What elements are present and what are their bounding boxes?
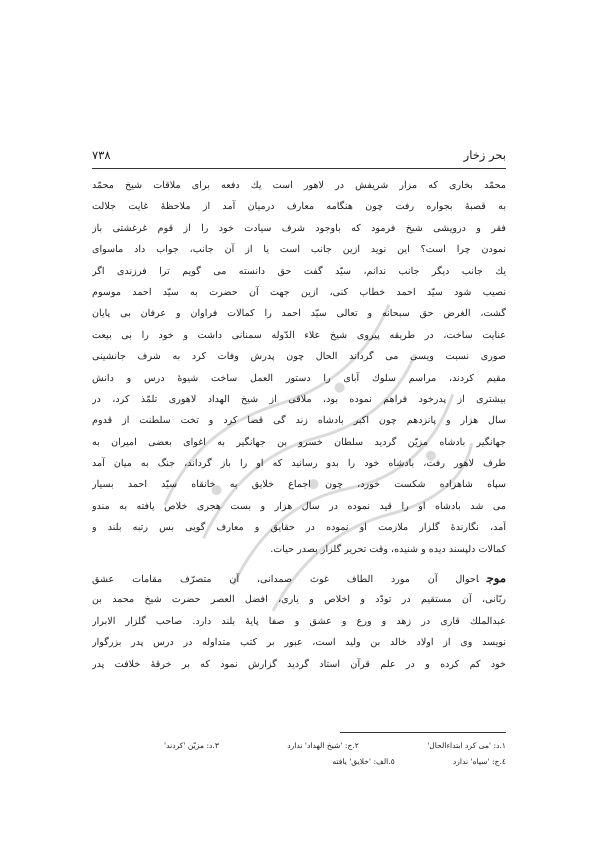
- text-line: نویسد وی از اولاد خالد بن ولید است، عبور بر کتب متداوله در درس پدر بزرگوار: [92, 637, 506, 649]
- footnote-1: ۱.د: 'می کرد ابتداءالحال': [427, 741, 506, 750]
- footnotes: [92, 738, 506, 770]
- text-line: فقر و درویشی شیخ فرمود که باوجود شرف سیادت خود را از قوم غرغشتی باز: [92, 222, 506, 234]
- text-line: سال هزار و پانزدهم چون اکبر بادشاه زند گی قضا کرد و تخت سلطنت از قدوم: [92, 415, 506, 427]
- footnote-3: ۳.د: مزیّن 'کردند': [164, 741, 219, 750]
- text-line: به قصبهٔ بجواره رفت چون هنگامه معارف درمیان آمد از ملاحظهٔ غایت جلالت: [92, 201, 506, 213]
- text-line: سپاه شاهزاده شکست خورد، چون اجماع خلایق به خانقاه سیّد احمد بسیار: [92, 479, 506, 491]
- footnote-5: ٥.الف: 'خلایق' یافته: [332, 757, 395, 766]
- paragraph-1: [92, 175, 506, 560]
- text-line: بیشتری از پدرخود فراهم نموده بود، ملاقی از شیخ الهداد لاهوری تلمّذ کرد، در: [92, 393, 506, 405]
- footnote-2: ۲.ج: 'شیخ الهداد' ندارد: [287, 741, 359, 750]
- text-line: می شد بادشاه او را قید نموده در سال هزار و بست هجری خلاص یافته به مندو: [92, 500, 506, 512]
- paragraph-2-first-line: احوال آن مورد الطاف غوث صمدانی، آن متصرّف مقامات عشق: [92, 574, 479, 586]
- main-text: [92, 175, 506, 675]
- footnote-divider: [340, 732, 506, 733]
- footnote-4: ٤.ج: 'سپاه' ندارد: [452, 757, 506, 766]
- header-divider: [92, 168, 506, 169]
- section-heading-mowj: موج: [486, 571, 506, 586]
- text-line: خود کم کرده و در علم قرآن استاد گردید گزارش نمود که بر خرقهٔ خلافت پدر: [92, 658, 506, 670]
- text-line: طرف لاهور رفت، بادشاه خود را بدو رسانید که او را باز گرداند، جنگ به میان آمد: [92, 458, 506, 470]
- text-line: محمّد بخاری که مزار شریفش در لاهور است یك دفعه برای ملاقات شیخ محمّد: [92, 180, 506, 191]
- paragraph-2: [92, 568, 506, 675]
- text-line: نصیب شود سیّد احمد خطاب کنی، ازین جهت آن حضرت به سیّد احمد موسوم: [92, 286, 506, 298]
- text-line: یك جانب دیگر جانب ندانم، سیّد گفت حق دانسته می گویم ترا فرزندی اگر: [92, 265, 506, 277]
- text-line: صوری نسبت ویسی می گرداند الحال چون پدرش وفات کرد به شرف جانشینی: [92, 351, 506, 363]
- page-number: ۷۳۸: [92, 148, 111, 162]
- page-header: [92, 146, 506, 168]
- text-line: گشت، الغرض حق سبحانه و تعالی سیّد احمد را کمالات فراوان و عرفان بی پایان: [92, 308, 506, 320]
- text-line: جهانگیر بادشاه مزیّن گردید سلطان خسرو بن جهانگیر به اغوای بعضی امیران به: [92, 436, 506, 448]
- text-line: مقیم کردند، مراسم سلوك آبای را دستور العمل ساخت شیوهٔ درس و دانش: [92, 372, 506, 384]
- text-line: آمد، نگارندهٔ گلزار ملازمت او نموده در حقایق و معارف گویی بس رتبه بلند و: [92, 522, 506, 534]
- text-line: عبدالملك قاری در زهد و ورع و عشق و صفا پایهٔ بلند دارد. صاحب گلزار الابرار: [92, 615, 506, 627]
- text-line: نمودن چرا است؟ این نوید ازین جانب است یا از آن جانب، جواب داد ماسوای: [92, 244, 506, 256]
- running-title: بحر زخار: [463, 148, 506, 162]
- text-line: عنایت ساخت، در طریقه پیروی شیخ علاء الدّوله سمنانی داشت و خود را بی بیعت: [92, 329, 506, 341]
- text-line: ربّانی، آن مستقیم در تودّد و اخلاص و یاری، افضل العصر حضرت شیخ محمد بن: [92, 594, 506, 606]
- text-line: کمالات دلپسند دیده و شنیده، وقت تحریر گلزار بصدر حیات.: [270, 543, 506, 555]
